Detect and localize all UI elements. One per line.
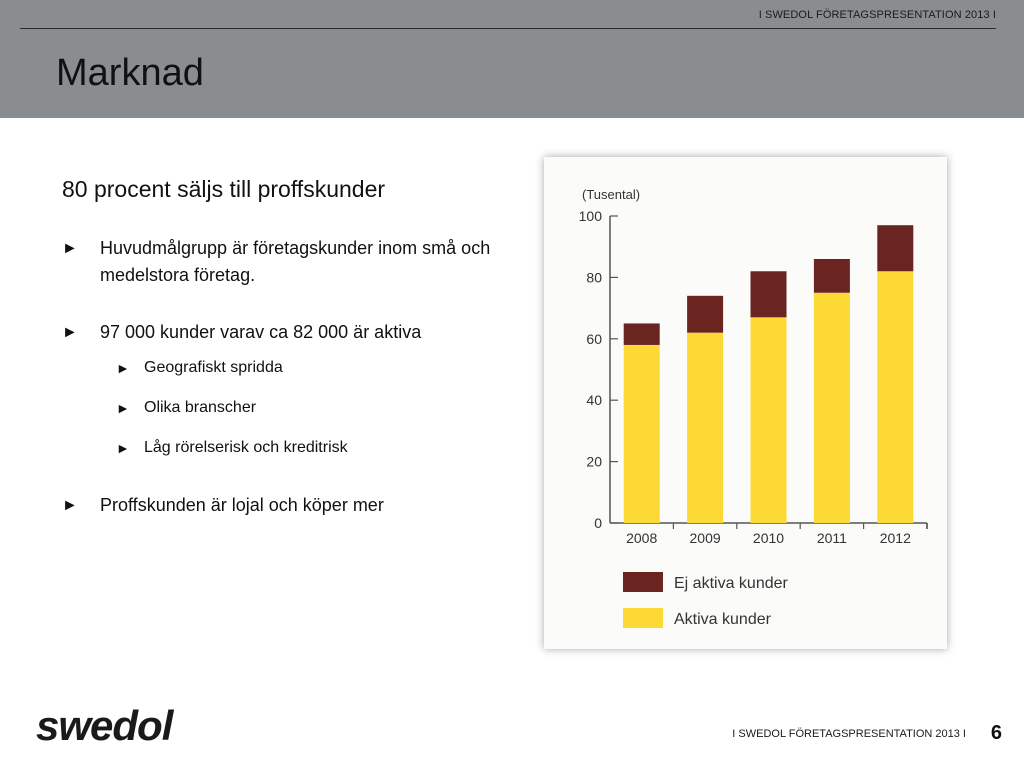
bar-aktiva-kunder bbox=[751, 317, 787, 523]
bar-aktiva-kunder bbox=[877, 271, 913, 523]
x-tick-label: 2009 bbox=[689, 530, 721, 546]
sub-bullet-text: Låg rörelserisk och kreditrisk bbox=[144, 439, 348, 456]
legend-label: Aktiva kunder bbox=[674, 611, 771, 628]
y-tick-label: 60 bbox=[586, 330, 602, 347]
x-tick-label: 2008 bbox=[626, 530, 658, 546]
bullet-item bbox=[62, 319, 522, 346]
sub-bullet-item bbox=[62, 398, 522, 418]
slide-title: Marknad bbox=[56, 52, 204, 94]
swedol-logo-icon bbox=[36, 704, 216, 746]
header-band bbox=[0, 0, 1024, 118]
bullet-text: Huvudmålgrupp är företagskunder inom små och medelstora företag. bbox=[100, 238, 491, 285]
sub-bullet-text: Geografiskt spridda bbox=[144, 359, 283, 376]
arrow-bullet-icon: ► bbox=[62, 324, 78, 341]
sub-bullet-item bbox=[62, 438, 522, 458]
bar-ej-aktiva-kunder bbox=[687, 296, 723, 333]
bullet-item bbox=[62, 492, 522, 519]
y-tick-label: 0 bbox=[594, 515, 602, 531]
header-rule bbox=[20, 28, 996, 29]
bar-aktiva-kunder bbox=[687, 333, 723, 523]
bar-ej-aktiva-kunder bbox=[814, 259, 850, 293]
arrow-bullet-icon: ► bbox=[62, 497, 78, 514]
bar-aktiva-kunder bbox=[624, 345, 660, 523]
bar-aktiva-kunder bbox=[814, 293, 850, 523]
bar-ej-aktiva-kunder bbox=[751, 271, 787, 317]
legend-swatch bbox=[623, 572, 663, 592]
sub-bullet-text: Olika branscher bbox=[144, 399, 257, 416]
sub-bullet-list bbox=[62, 358, 522, 458]
legend-label: Ej aktiva kunder bbox=[674, 575, 788, 592]
x-tick-label: 2011 bbox=[816, 530, 847, 546]
sub-bullet-item bbox=[62, 358, 522, 378]
y-tick-label: 20 bbox=[586, 453, 602, 470]
bar-ej-aktiva-kunder bbox=[624, 323, 660, 344]
x-tick-label: 2010 bbox=[752, 530, 785, 546]
page-number: 6 bbox=[990, 722, 1002, 744]
arrow-bullet-icon: ► bbox=[116, 360, 130, 376]
arrow-bullet-icon: ► bbox=[116, 400, 130, 416]
footer-presentation-label: I SWEDOL FÖRETAGSPRESENTATION 2013 I bbox=[732, 728, 966, 740]
bullet-text: 97 000 kunder varav ca 82 000 är aktiva bbox=[100, 322, 422, 342]
arrow-bullet-icon: ► bbox=[116, 440, 130, 456]
chart-card bbox=[544, 157, 947, 649]
header-presentation-label: I SWEDOL FÖRETAGSPRESENTATION 2013 I bbox=[758, 9, 996, 21]
bullet-text: Proffskunden är lojal och köper mer bbox=[100, 495, 384, 515]
legend-swatch bbox=[623, 608, 663, 628]
arrow-bullet-icon: ► bbox=[62, 240, 78, 257]
chart-unit-label: (Tusental) bbox=[582, 187, 641, 202]
x-tick-label: 2012 bbox=[879, 530, 911, 546]
chart-x-labels bbox=[626, 523, 927, 546]
logo-wordmark: swedol bbox=[36, 704, 173, 746]
bullet-item bbox=[62, 235, 522, 289]
slide-content bbox=[62, 176, 522, 549]
bar-ej-aktiva-kunder bbox=[877, 225, 913, 271]
y-tick-label: 80 bbox=[586, 269, 602, 286]
lead-text: 80 procent säljs till proffskunder bbox=[62, 176, 386, 202]
y-tick-label: 100 bbox=[578, 208, 602, 224]
chart-bars bbox=[624, 225, 914, 523]
customer-bar-chart bbox=[544, 157, 947, 649]
swedol-logo bbox=[36, 704, 216, 751]
chart-legend bbox=[623, 572, 789, 628]
y-tick-label: 40 bbox=[586, 392, 602, 409]
